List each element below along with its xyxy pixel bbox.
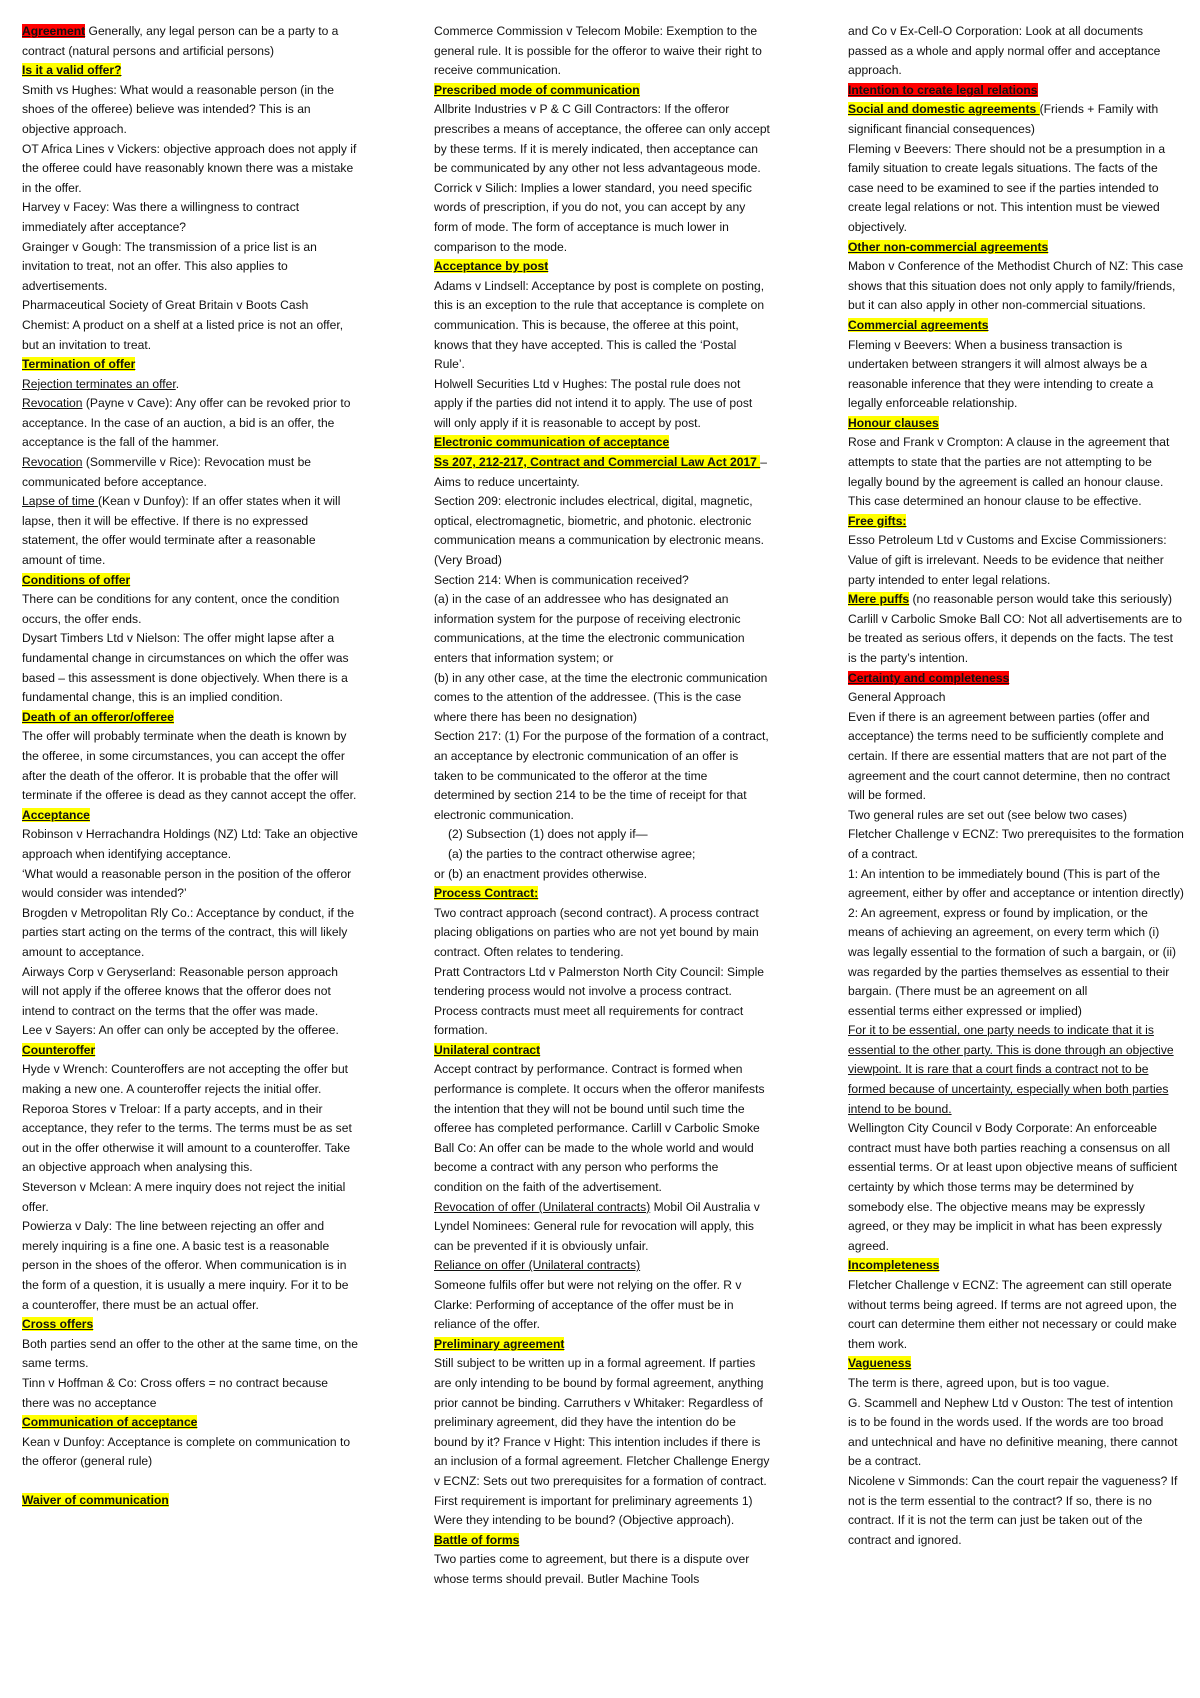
- heading-highlight: Vagueness: [848, 1356, 912, 1371]
- paragraph: Someone fulfils offer but were not relying on the offer. R v Clarke: Performing of acceptance of the offer must be in reliance of the offer.: [434, 1278, 742, 1332]
- paragraph: Brogden v Metropolitan Rly Co.: Acceptance by conduct, if the parties start acting on the terms of the contract, this will likely amount to acceptance.: [22, 905, 355, 959]
- paragraph: Rose and Frank v Crompton: A clause in the agreement that attempts to state that the parties are not attempting to be legally bound by the agreement is called an honour clause. This case determined an honour clause to be effective.: [848, 435, 1170, 509]
- underlined-term: Reliance on offer (Unilateral contracts): [434, 1258, 641, 1273]
- heading-highlight: Other non-commercial agreements: [848, 239, 1049, 254]
- section-heading: [22, 708, 358, 728]
- underlined-term: Revocation: [22, 455, 83, 470]
- subsection-line: (a) the parties to the contract otherwise agree;: [448, 846, 696, 861]
- paragraph: [848, 590, 1184, 668]
- paragraph: essential terms either expressed or implied): [848, 1003, 1082, 1018]
- heading-highlight: Unilateral contract: [434, 1042, 541, 1057]
- paragraph: Section 209: electronic includes electrical, digital, magnetic, optical, electromagnetic, biometric, and photonic. electronic communication means a communication by electronic means. (Very Broad): [434, 494, 765, 568]
- paragraph: 2: An agreement, express or found by implication, or the means of achieving an agreement, on every term which (i) was legally essential to the formation of such a bargain, or (ii) was regarded by the parties themselves as essential to their bargain. (There must be an agreement on all: [848, 905, 1177, 999]
- paragraph: Two parties come to agreement, but there is a dispute over whose terms should prevail. Butler Machine Tools: [434, 1552, 750, 1586]
- section-heading: [848, 316, 1184, 336]
- paragraph: Allbrite Industries v P & C Gill Contractors: If the offeror prescribes a means of acceptance, the offeree can only accept by these terms. If it is merely indicated, then acceptance can be communicated by any other not less advantageous mode.: [434, 102, 770, 176]
- paragraph-text: (Kean v Dunfoy): If an offer states when it will lapse, then it will be effective. If there is no expressed statement, the offer would terminate after a reasonable amount of time.: [22, 494, 341, 568]
- column-1: [22, 22, 358, 1511]
- heading-highlight: Death of an offeror/offeree: [22, 709, 174, 724]
- underlined-term: Revocation: [22, 396, 83, 411]
- paragraph: [434, 1198, 770, 1257]
- paragraph: Tinn v Hoffman & Co: Cross offers = no contract because there was no acceptance: [22, 1375, 328, 1410]
- section-heading: [848, 414, 1184, 434]
- paragraph: Esso Petroleum Ltd v Customs and Excise Commissioners: Value of gift is irrelevant. Needs to be evidence that neither party intended to enter legal relations.: [848, 533, 1167, 587]
- subsection-line: (2) Subsection (1) does not apply if—: [448, 827, 648, 842]
- paragraph-text: (Payne v Cave): Any offer can be revoked prior to acceptance. In the case of an auction, a bid is an offer, the acceptance is the fall of the hammer.: [22, 396, 351, 450]
- blank-line: [22, 1472, 358, 1491]
- paragraph: [848, 1021, 1184, 1119]
- paragraph: [434, 1256, 770, 1276]
- paragraph-text: .: [175, 376, 180, 391]
- heading-highlight: Honour clauses: [848, 415, 939, 430]
- underlined-term: Lapse of time: [22, 494, 98, 509]
- paragraph: Accept contract by performance. Contract is formed when performance is complete. It occurs when the offeror manifests the intention that they will not be bound until such time the offeree has completed performance. Carlill v Carbolic Smoke Ball Co: An offer can be made to the whole world and would become a contract with any person who performs the condition on the faith of the advertisement.: [434, 1062, 765, 1195]
- section-heading: [434, 433, 770, 453]
- paragraph: Steverson v Mclean: A mere inquiry does not reject the initial offer.: [22, 1180, 346, 1214]
- paragraph: Harvey v Facey: Was there a willingness to contract immediately after acceptance?: [22, 200, 300, 234]
- paragraph: (b) in any other case, at the time the electronic communication comes to the attention of the addressee. (This is the case where there has been no designation): [434, 670, 768, 724]
- paragraph: [22, 453, 358, 492]
- paragraph: The offer will probably terminate when the death is known by the offeree, in some circumstances, you can accept the offer after the death of the offeror. It is probable that the offer will terminate if the offeree is dead as they cannot accept the offer.: [22, 729, 357, 803]
- underlined-term: Rejection terminates an offer: [22, 376, 176, 391]
- heading-highlight: Preliminary agreement: [434, 1336, 565, 1351]
- section-heading: [434, 81, 770, 101]
- paragraph: or (b) an enactment provides otherwise.: [434, 866, 648, 881]
- section-heading: [22, 1413, 358, 1433]
- paragraph: Section 214: When is communication received?: [434, 572, 689, 587]
- paragraph: The term is there, agreed upon, but is too vague.: [848, 1375, 1110, 1390]
- paragraph-text: (Sommerville v Rice): Revocation must be communicated before acceptance.: [22, 455, 312, 489]
- section-heading: [848, 669, 1184, 689]
- paragraph: [22, 22, 358, 61]
- paragraph: Section 217: (1) For the purpose of the formation of a contract, an acceptance by electronic communication of an offer is taken to be communicated to the offeror at the time determined by section 214 to be the time of receipt for that electronic communication.: [434, 729, 769, 822]
- paragraph: Fletcher Challenge v ECNZ: Two prerequisites to the formation of a contract.: [848, 827, 1184, 861]
- paragraph: Even if there is an agreement between parties (offer and acceptance) the terms need to be sufficiently complete and certain. If there are essential matters that are not part of the agreement and the court cannot determine, then no contract will be formed.: [848, 709, 1171, 803]
- heading-highlight: Commercial agreements: [848, 317, 989, 332]
- paragraph: Dysart Timbers Ltd v Nielson: The offer might lapse after a fundamental change in circumstances on which the offer was based – this assessment is done objectively. When there is a fundamental change, this is an implied condition.: [22, 631, 349, 705]
- paragraph: General Approach: [848, 690, 946, 705]
- heading-highlight: Waiver of communication: [22, 1492, 169, 1507]
- inline-heading: Agreement: [22, 24, 86, 38]
- section-heading: [22, 1491, 358, 1511]
- heading-highlight: Intention to create legal relations: [848, 82, 1038, 97]
- heading-highlight: Certainty and completeness: [848, 670, 1010, 685]
- heading-highlight: Termination of offer: [22, 357, 136, 372]
- paragraph: Still subject to be written up in a formal agreement. If parties are only intending to be bound by formal agreement, anything prior cannot be binding. Carruthers v Whitaker: Regardless of preliminary agreement, did they have the intention do be bound by it? France v Hight: This intention includes if there is an inclusion of a formal agreement. Fletcher Challenge Energy v ECNZ: Sets out two prerequisites for a formation of contract. First requirement is important for preliminary agreements 1) Were they intending to be bound? (Objective approach).: [434, 1356, 770, 1528]
- paragraph: [848, 100, 1184, 139]
- section-heading: [434, 884, 770, 904]
- section-heading: [22, 61, 358, 81]
- paragraph: Kean v Dunfoy: Acceptance is complete on communication to the offeror (general rule): [22, 1434, 351, 1469]
- paragraph: Lee v Sayers: An offer can only be accepted by the offeree.: [22, 1023, 339, 1038]
- paragraph: Grainger v Gough: The transmission of a price list is an invitation to treat, not an offer. This also applies to advertisements.: [22, 239, 317, 293]
- section-heading: [434, 1531, 770, 1551]
- inline-heading: Social and domestic agreements: [848, 102, 1040, 117]
- paragraph: (a) in the case of an addressee who has designated an information system for the purpose of receiving electronic communications, at the time the electronic communication enters that information system; or: [434, 592, 745, 665]
- heading-highlight: Counteroffer: [22, 1042, 96, 1057]
- paragraph: There can be conditions for any content, once the condition occurs, the offer ends.: [22, 592, 340, 626]
- paragraph: [22, 375, 358, 395]
- paragraph: Wellington City Council v Body Corporate: An enforceable contract must have both parties reaching a consensus on all essential terms. Or at least upon objective means of sufficient certainty by which those terms may be determined by somebody else. The objective means may be expressly agreed, or they may be implicit in what has been expressly agreed.: [848, 1121, 1178, 1253]
- heading-highlight: Cross offers: [22, 1317, 94, 1332]
- section-heading: [22, 1315, 358, 1335]
- column-2: [434, 22, 770, 1590]
- section-heading: [22, 571, 358, 591]
- paragraph: ‘What would a reasonable person in the position of the offeror would consider was intended?’: [22, 866, 352, 901]
- heading-highlight: Is it a valid offer?: [22, 63, 122, 78]
- paragraph-text: (no reasonable person would take this seriously) Carlill v Carbolic Smoke Ball CO: Not all advertisements are to be treated as serious offers, it depends on the facts. The test is the party’s intention.: [848, 592, 1183, 665]
- paragraph: [434, 453, 770, 492]
- paragraph: Two general rules are set out (see below two cases): [848, 807, 1127, 822]
- paragraph: Nicolene v Simmonds: Can the court repair the vagueness? If not is the term essential to the contract? If so, there is no contract. If it is not the term can just be taken out of the contract and ignored.: [848, 1473, 1178, 1547]
- paragraph: and Co v Ex-Cell-O Corporation: Look at all documents passed as a whole and apply normal offer and acceptance approach.: [848, 24, 1161, 78]
- paragraph: Adams v Lindsell: Acceptance by post is complete on posting, this is an exception to the rule that acceptance is complete on communication. This is because, the offeree at this point, knows that they have accepted. This is called the ‘Postal Rule’.: [434, 278, 765, 372]
- section-heading: [848, 1354, 1184, 1374]
- underlined-term: Revocation of offer (Unilateral contracts): [434, 1199, 651, 1214]
- heading-highlight: Free gifts:: [848, 513, 907, 528]
- section-heading: [434, 257, 770, 277]
- paragraph: Two contract approach (second contract). A process contract placing obligations on parties who are not yet bound by main contract. Often relates to tendering.: [434, 905, 759, 959]
- underlined-term: For it to be essential, one party needs to indicate that it is essential to the other party. This is done through an objective viewpoint. It is rare that a court finds a contract not to be formed because of uncertainty, especially when both parties intend to be bound.: [848, 1023, 1174, 1116]
- paragraph: Pratt Contractors Ltd v Palmerston North City Council: Simple tendering process would not involve a process contract. Process contracts must meet all requirements for contract formation.: [434, 964, 765, 1038]
- paragraph: Smith vs Hughes: What would a reasonable person (in the shoes of the offeree) believe was intended? This is an objective approach.: [22, 82, 334, 136]
- paragraph: Commerce Commission v Telecom Mobile: Exemption to the general rule. It is possible for the offeror to waive their right to receive communication.: [434, 24, 762, 78]
- paragraph-text: Generally, any legal person can be a party to a contract (natural persons and artificial persons): [22, 24, 339, 58]
- section-heading: [22, 1041, 358, 1061]
- section-heading: [434, 1041, 770, 1061]
- heading-highlight: Electronic communication of acceptance: [434, 435, 670, 450]
- paragraph: [22, 492, 358, 570]
- paragraph-text: Mobil Oil Australia v Lyndel Nominees: General rule for revocation will apply, this can be prevented if it is obviously unfair.: [434, 1199, 760, 1253]
- paragraph: Both parties send an offer to the other at the same time, on the same terms.: [22, 1336, 358, 1371]
- paragraph: Fleming v Beevers: When a business transaction is undertaken between strangers it will almost always be a reasonable inference that they were intending to create a legally enforceable relationship.: [848, 337, 1154, 411]
- heading-highlight: Incompleteness: [848, 1258, 940, 1273]
- heading-highlight: Communication of acceptance: [22, 1415, 198, 1430]
- paragraph: [22, 394, 358, 453]
- heading-highlight: Conditions of offer: [22, 572, 131, 587]
- paragraph: Mabon v Conference of the Methodist Church of NZ: This case shows that this situation does not only apply to family/friends, but it can also apply in other non-commercial situations.: [848, 259, 1184, 313]
- paragraph: Fletcher Challenge v ECNZ: The agreement can still operate without terms being agreed. If terms are not agreed upon, the court can determine them either not necessary or could make them work.: [848, 1278, 1177, 1351]
- heading-highlight: Battle of forms: [434, 1532, 520, 1547]
- paragraph: OT Africa Lines v Vickers: objective approach does not apply if the offeree could have reasonably known there was a mistake in the offer.: [22, 141, 357, 195]
- paragraph-text: – Aims to reduce uncertainty.: [434, 455, 767, 489]
- section-heading: [434, 1335, 770, 1355]
- section-heading: [848, 81, 1184, 101]
- paragraph: Pharmaceutical Society of Great Britain v Boots Cash Chemist: A product on a shelf at a listed price is not an offer, but an invitation to treat.: [22, 298, 344, 352]
- paragraph: 1: An intention to be immediately bound (This is part of the agreement, either by offer and acceptance or intention directly): [848, 866, 1184, 901]
- inline-heading: Ss 207, 212-217, Contract and Commercial Law Act 2017: [434, 455, 761, 470]
- paragraph: Robinson v Herrachandra Holdings (NZ) Ltd: Take an objective approach when identifying acceptance.: [22, 827, 358, 861]
- paragraph: Hyde v Wrench: Counteroffers are not accepting the offer but making a new one. A counteroffer rejects the initial offer.: [22, 1062, 349, 1097]
- paragraph: Powierza v Daly: The line between rejecting an offer and merely inquiring is a fine one. A basic test is a reasonable person in the shoes of the offeror. When communication is in the form of a question, it is usually a mere inquiry. For it to be a counteroffer, there must be an actual offer.: [22, 1219, 349, 1312]
- section-heading: [848, 238, 1184, 258]
- heading-highlight: Acceptance: [22, 807, 90, 822]
- paragraph-text: (Friends + Family with significant financial consequences): [848, 102, 1159, 136]
- heading-highlight: Process Contract:: [434, 886, 539, 901]
- heading-highlight: Prescribed mode of communication: [434, 82, 640, 97]
- paragraph: Corrick v Silich: Implies a lower standard, you need specific words of prescription, if you do not, you can accept by any form of mode. The form of acceptance is much lower in comparison to the mode.: [434, 180, 752, 254]
- inline-heading: Mere puffs: [848, 592, 910, 607]
- paragraph: Airways Corp v Geryserland: Reasonable person approach will not apply if the offeree knows that the offeror does not intend to contract on the terms that the offer was made.: [22, 964, 338, 1018]
- paragraph: Holwell Securities Ltd v Hughes: The postal rule does not apply if the parties did not intend it to apply. The use of post will only apply if it is reasonable to accept by post.: [434, 376, 753, 430]
- paragraph: Fleming v Beevers: There should not be a presumption in a family situation to create legals situations. The facts of the case need to be examined to see if the parties intended to create legal relations or not. This intention must be viewed objectively.: [848, 141, 1166, 234]
- section-heading: [22, 806, 358, 826]
- paragraph: Reporoa Stores v Treloar: If a party accepts, and in their acceptance, they refer to the terms. The terms must be as set out in the offer otherwise it will amount to a counteroffer. Take an objective approach when analysing this.: [22, 1101, 352, 1175]
- section-heading: [848, 1256, 1184, 1276]
- section-heading: [848, 512, 1184, 532]
- column-3: [848, 22, 1184, 1550]
- heading-highlight: Acceptance by post: [434, 259, 549, 274]
- paragraph: G. Scammell and Nephew Ltd v Ouston: The test of intention is to be found in the words used. If the words are too broad and untechnical and have no definitive meaning, there cannot be a contract.: [848, 1395, 1178, 1469]
- section-heading: [22, 355, 358, 375]
